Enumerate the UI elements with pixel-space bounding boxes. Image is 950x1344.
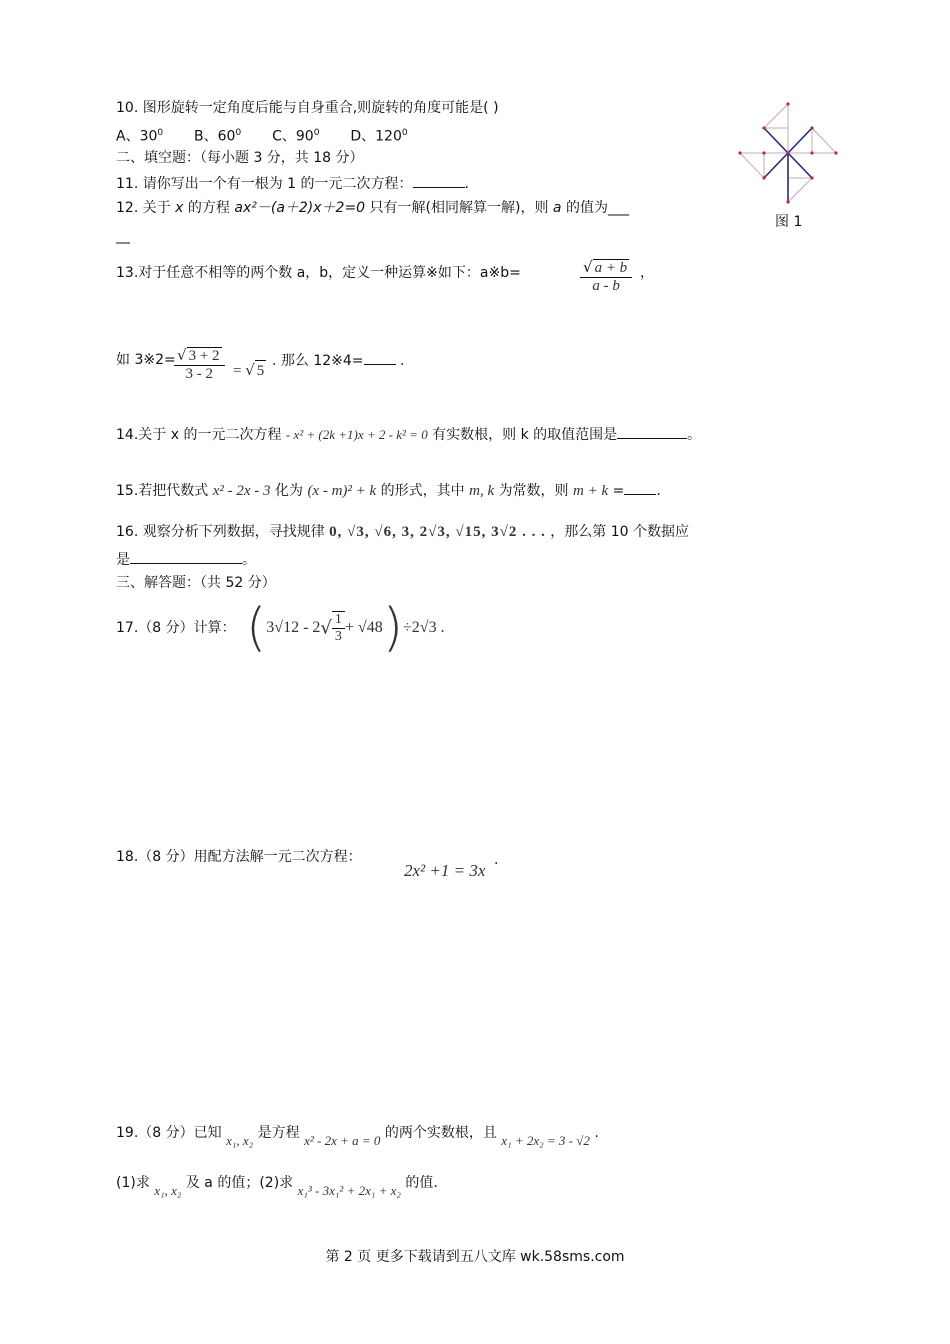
q10-options: A、$30^0$ B、$60^0$ C、$90^0$ D、$120^0$: [116, 128, 408, 145]
section3-heading: 三、解答题：（共 52 分）: [116, 575, 276, 591]
q19-parts: (1)求 x₁, x₂ 及 a 的值；(2)求 x₁³ - 3x₁² + 2x₁ + x₂ 的值.: [116, 1175, 438, 1198]
q16-line1: 16. 观察分析下列数据，寻找规律 0, √3, √6, 3, 2√3, √15, 3√2 . . . ，那么第 10 个数据应: [116, 524, 690, 540]
q10-option-a: A、30: [116, 128, 158, 145]
q12-equation: ax²－(a＋2)x＋2=0: [234, 200, 366, 216]
q17-expression: (3√12 - 2√ $\frac{1}{3}$ + √48)÷2√3 .: [246, 598, 445, 658]
q12-wrap: __: [116, 228, 130, 244]
q10-option-b: B、60: [194, 128, 236, 145]
q13-fraction: $\frac{√ a + b}{a - b}$: [580, 258, 632, 295]
q18: 18.（8 分）用配方法解一元二次方程：: [116, 849, 362, 865]
q13-answer-blank[interactable]: [364, 350, 396, 365]
q12: 12. 关于 x 的方程 ax²－(a＋2)x＋2=0 只有一解(相同解算一解)，则 a 的值为___: [116, 200, 629, 216]
q19: 19.（8 分）已知 x₁, x₂ 是方程 x² - 2x + a = 0 的两个实数根，且 x₁ + 2x₂ = 3 - √2 .: [116, 1125, 599, 1148]
section2-heading: 二、填空题：（每小题 3 分，共 18 分）: [116, 150, 364, 166]
q14-answer-blank[interactable]: [617, 424, 687, 439]
q15-answer-blank[interactable]: [624, 480, 656, 495]
q10-stem: 10. 图形旋转一定角度后能与自身重合,则旋转的角度可能是( ): [116, 100, 499, 116]
q13-example-fraction: $\frac{√ 3 + 2}{3 - 2}$: [174, 346, 225, 383]
q15: 15.若把代数式 x² - 2x - 3 化为 (x - m)² + k 的形式，其中 m, k 为常数，则 m + k = .: [116, 480, 661, 501]
q13-example: 如 3※2=: [116, 352, 176, 368]
q10-option-d: D、120: [350, 128, 402, 145]
q14-equation: - x² + (2k +1)x + 2 - k² = 0: [285, 427, 428, 442]
q11: 11. 请你写出一个有一根为 1 的一元二次方程： .: [116, 173, 469, 194]
q18-equation: 2x² +1 = 3x: [404, 861, 486, 880]
q16-line2: 是 。: [116, 549, 256, 570]
pinwheel-figure: [736, 100, 842, 208]
q13-line1: 13.对于任意不相等的两个数 a，b，定义一种运算※如下：a※b=: [116, 265, 521, 281]
q16-answer-blank[interactable]: [130, 549, 242, 564]
q10-option-c: C、90: [272, 128, 314, 145]
q16-sequence: 0, √3, √6, 3, 2√3, √15, 3√2 . . .: [329, 524, 546, 540]
q17-label: 17.（8 分）计算：: [116, 620, 236, 636]
page-footer: 第 2 页 更多下载请到五八文库 wk.58sms.com: [325, 1249, 625, 1265]
q14: 14.关于 x 的一元二次方程 - x² + (2k +1)x + 2 - k² = 0 有实数根，则 k 的取值范围是 。: [116, 424, 701, 445]
figure-caption: 图 1: [775, 214, 803, 230]
q11-answer-blank[interactable]: [413, 173, 465, 188]
